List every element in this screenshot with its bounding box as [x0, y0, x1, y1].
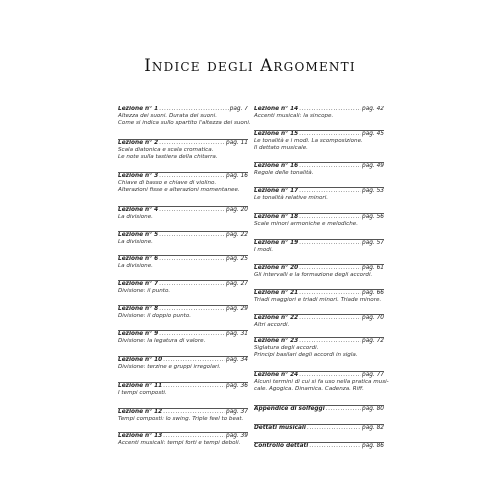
toc-entry — [118, 280, 248, 295]
toc-entry-heading — [118, 232, 248, 239]
toc-entry-heading — [118, 409, 248, 416]
lesson-description: La divisione. — [118, 263, 153, 269]
toc-entry — [254, 289, 384, 304]
lesson-name: Lezione n° 5 — [118, 232, 159, 238]
toc-entry — [254, 162, 384, 177]
dot-leader — [299, 214, 361, 221]
page-number: pag. 27 — [226, 281, 248, 287]
toc-entry-heading — [254, 443, 384, 450]
lesson-description: Siglatura degli accordi. — [254, 345, 319, 351]
dot-leader — [299, 338, 361, 345]
dot-leader — [299, 265, 361, 272]
toc-entry-heading — [254, 315, 384, 322]
lesson-name: Lezione n° 22 — [254, 315, 299, 321]
dot-leader — [159, 207, 225, 214]
toc-entry — [118, 106, 251, 127]
lesson-name: Lezione n° 2 — [118, 140, 159, 146]
lesson-description: Accenti musicali: la sincope. — [254, 113, 334, 119]
lesson-name: Lezione n° 11 — [118, 383, 163, 389]
page-number: pag. 82 — [362, 425, 384, 431]
lesson-name: Lezione n° 4 — [118, 207, 159, 213]
page-number: pag. 16 — [226, 173, 248, 179]
lesson-name: Lezione n° 20 — [254, 265, 299, 271]
page-number: pag. 34 — [226, 357, 248, 363]
page-number: pag. 7 — [229, 106, 248, 112]
page-number: pag. 37 — [226, 409, 248, 415]
toc-entry-heading — [118, 357, 248, 364]
toc-entry-heading — [254, 188, 384, 195]
lesson-name: Lezione n° 16 — [254, 163, 299, 169]
lesson-description: Le tonalità e i modi. La scomposizione. — [254, 138, 363, 144]
toc-entry-heading — [118, 331, 248, 338]
lesson-description: Alterazioni fisse e alterazioni momentanee. — [118, 187, 240, 193]
lesson-description: Divisione: il doppio punto. — [118, 313, 192, 319]
lesson-name: Lezione n° 21 — [254, 290, 299, 296]
toc-entry — [118, 305, 248, 320]
toc-entry — [118, 356, 248, 371]
toc-entry — [118, 432, 248, 447]
toc-entry — [118, 382, 248, 397]
dot-leader — [326, 406, 361, 413]
page-number: pag. 39 — [226, 433, 248, 439]
lesson-description: Le tonalità relative minori. — [254, 195, 329, 201]
page-number: pag. 56 — [362, 214, 384, 220]
toc-entry — [254, 424, 384, 432]
lesson-name: Lezione n° 24 — [254, 372, 299, 378]
dot-leader — [309, 443, 361, 450]
dot-leader — [163, 383, 225, 390]
dot-leader — [299, 106, 361, 113]
page-number: pag. 11 — [226, 140, 248, 146]
lesson-name: Lezione n° 3 — [118, 173, 159, 179]
lesson-name: Lezione n° 17 — [254, 188, 299, 194]
lesson-description: Chiave di basso e chiave di violino. — [118, 180, 217, 186]
toc-entry-heading — [254, 163, 384, 170]
lesson-description: La divisione. — [118, 214, 153, 220]
toc-entry-heading — [118, 140, 248, 147]
toc-entry — [118, 330, 248, 345]
page-number: pag. 25 — [226, 256, 248, 262]
dot-leader — [159, 331, 225, 338]
dot-leader — [159, 173, 225, 180]
lesson-name: Lezione n° 8 — [118, 306, 159, 312]
lesson-description: Scale minori armoniche e melodiche. — [254, 221, 359, 227]
page-number: pag. 42 — [362, 106, 384, 112]
lesson-description: Divisione: la legatura di valore. — [118, 338, 206, 344]
dot-leader — [299, 163, 361, 170]
lesson-name: Lezione n° 14 — [254, 106, 299, 112]
lesson-name: Lezione n° 15 — [254, 131, 299, 137]
lesson-description: Altri accordi. — [254, 322, 290, 328]
toc-entry-heading — [118, 433, 248, 440]
toc-entry-heading — [254, 131, 384, 138]
toc-entry — [254, 187, 384, 202]
toc-entry-heading — [254, 265, 384, 272]
page-number: pag. 53 — [362, 188, 384, 194]
page-number: pag. 31 — [226, 331, 248, 337]
dot-leader — [159, 232, 225, 239]
toc-entry-heading — [118, 306, 248, 313]
toc-entry — [254, 213, 384, 228]
toc-entry-heading — [254, 372, 384, 379]
lesson-name: Lezione n° 13 — [118, 433, 163, 439]
lesson-description: Gli intervalli e la formazione degli accordi. — [254, 272, 373, 278]
lesson-description: cale. Agogica. Dinamica. Cadenza. Riff. — [254, 386, 364, 392]
page-number: pag. 72 — [362, 338, 384, 344]
lesson-name: Dettati musicali — [254, 425, 306, 431]
toc-entry — [254, 130, 384, 152]
toc-entry — [118, 231, 248, 246]
toc-entry-heading — [254, 290, 384, 297]
lesson-name: Lezione n° 19 — [254, 240, 299, 246]
lesson-name: Lezione n° 7 — [118, 281, 159, 287]
toc-entry-heading — [118, 207, 248, 214]
lesson-description: Come si indica sullo spartito l'altezza dei suoni. — [118, 120, 251, 126]
toc-entry-heading — [254, 338, 384, 345]
toc-entry — [254, 314, 384, 329]
lesson-description: I modi. — [254, 247, 274, 253]
dot-leader — [159, 140, 225, 147]
lesson-name: Appendice di solfeggi — [254, 406, 325, 412]
lesson-name: Lezione n° 12 — [118, 409, 163, 415]
page-number: pag. 80 — [362, 406, 384, 412]
lesson-name: Controllo dettati — [254, 443, 309, 449]
page-number: pag. 45 — [362, 131, 384, 137]
toc-entry-heading — [118, 173, 248, 180]
lesson-description: Tempi composti: lo swing. Triple feel to beat. — [118, 416, 244, 422]
dot-leader — [163, 433, 225, 440]
lesson-name: Lezione n° 23 — [254, 338, 299, 344]
toc-entry — [118, 408, 248, 423]
toc-entry — [254, 371, 389, 393]
toc-entry — [118, 139, 248, 161]
lesson-name: Lezione n° 1 — [118, 106, 159, 112]
page-number: pag. 22 — [226, 232, 248, 238]
page-number: pag. 49 — [362, 163, 384, 169]
page-number: pag. 36 — [226, 383, 248, 389]
dot-leader — [299, 188, 361, 195]
toc-entry-heading — [254, 240, 384, 247]
toc-entry-heading — [118, 383, 248, 390]
lesson-description: I tempi composti. — [118, 390, 167, 396]
lesson-name: Lezione n° 10 — [118, 357, 163, 363]
lesson-description: Triadi maggiori e triadi minori. Triade minore. — [254, 297, 382, 303]
lesson-description: La divisione. — [118, 239, 153, 245]
toc-entry-heading — [254, 425, 384, 432]
lesson-description: Accenti musicali: tempi forti e tempi deboli. — [118, 440, 241, 446]
lesson-description: Alcuni termini di cui si fa uso nella pratica musi- — [254, 379, 389, 385]
lesson-description: Divisione: terzine e gruppi irregolari. — [118, 364, 221, 370]
toc-entry — [118, 172, 248, 194]
toc-entry — [254, 442, 384, 450]
dot-leader — [159, 256, 225, 263]
lesson-description: Principi basilari degli accordi in sigla. — [254, 352, 358, 358]
dot-leader — [159, 306, 225, 313]
dot-leader — [299, 290, 361, 297]
lesson-name: Lezione n° 9 — [118, 331, 159, 337]
dot-leader — [299, 240, 361, 247]
toc-entry-heading — [254, 106, 384, 113]
toc-entry — [254, 337, 384, 359]
page-number: pag. 61 — [362, 265, 384, 271]
toc-entry-heading — [118, 281, 248, 288]
toc-entry — [254, 264, 384, 279]
page-number: pag. 57 — [362, 240, 384, 246]
lesson-name: Lezione n° 6 — [118, 256, 159, 262]
dot-leader — [299, 372, 361, 379]
dot-leader — [159, 281, 225, 288]
dot-leader — [299, 131, 361, 138]
dot-leader — [159, 106, 229, 113]
lesson-description: Regole delle tonalità. — [254, 170, 314, 176]
lesson-description: Il dettato musicale. — [254, 145, 308, 151]
lesson-description: Scala diatonica e scala cromatica. — [118, 147, 214, 153]
dot-leader — [307, 425, 361, 432]
page-number: pag. 20 — [226, 207, 248, 213]
page-number: pag. 70 — [362, 315, 384, 321]
dot-leader — [299, 315, 361, 322]
page-number: pag. 86 — [362, 443, 384, 449]
toc-entry — [254, 106, 384, 120]
lesson-name: Lezione n° 18 — [254, 214, 299, 220]
toc-entry-heading — [118, 256, 248, 263]
toc-entry — [118, 206, 248, 221]
page-number: pag. 29 — [226, 306, 248, 312]
dot-leader — [163, 409, 225, 416]
lesson-description: Altezza dei suoni. Durata dei suoni. — [118, 113, 218, 119]
toc-entry-heading — [254, 406, 384, 413]
lesson-description: Le note sulla tastiera della chitarra. — [118, 154, 218, 160]
page-title: Indice degli Argomenti — [144, 56, 356, 75]
toc-entry — [254, 405, 384, 413]
page-number: pag. 77 — [362, 372, 384, 378]
lesson-description: Divisione: il punto. — [118, 288, 171, 294]
toc-entry-heading — [118, 106, 248, 113]
page-number: pag. 66 — [362, 290, 384, 296]
dot-leader — [163, 357, 225, 364]
toc-entry — [254, 239, 384, 254]
toc-entry-heading — [254, 214, 384, 221]
toc-entry — [118, 255, 248, 270]
